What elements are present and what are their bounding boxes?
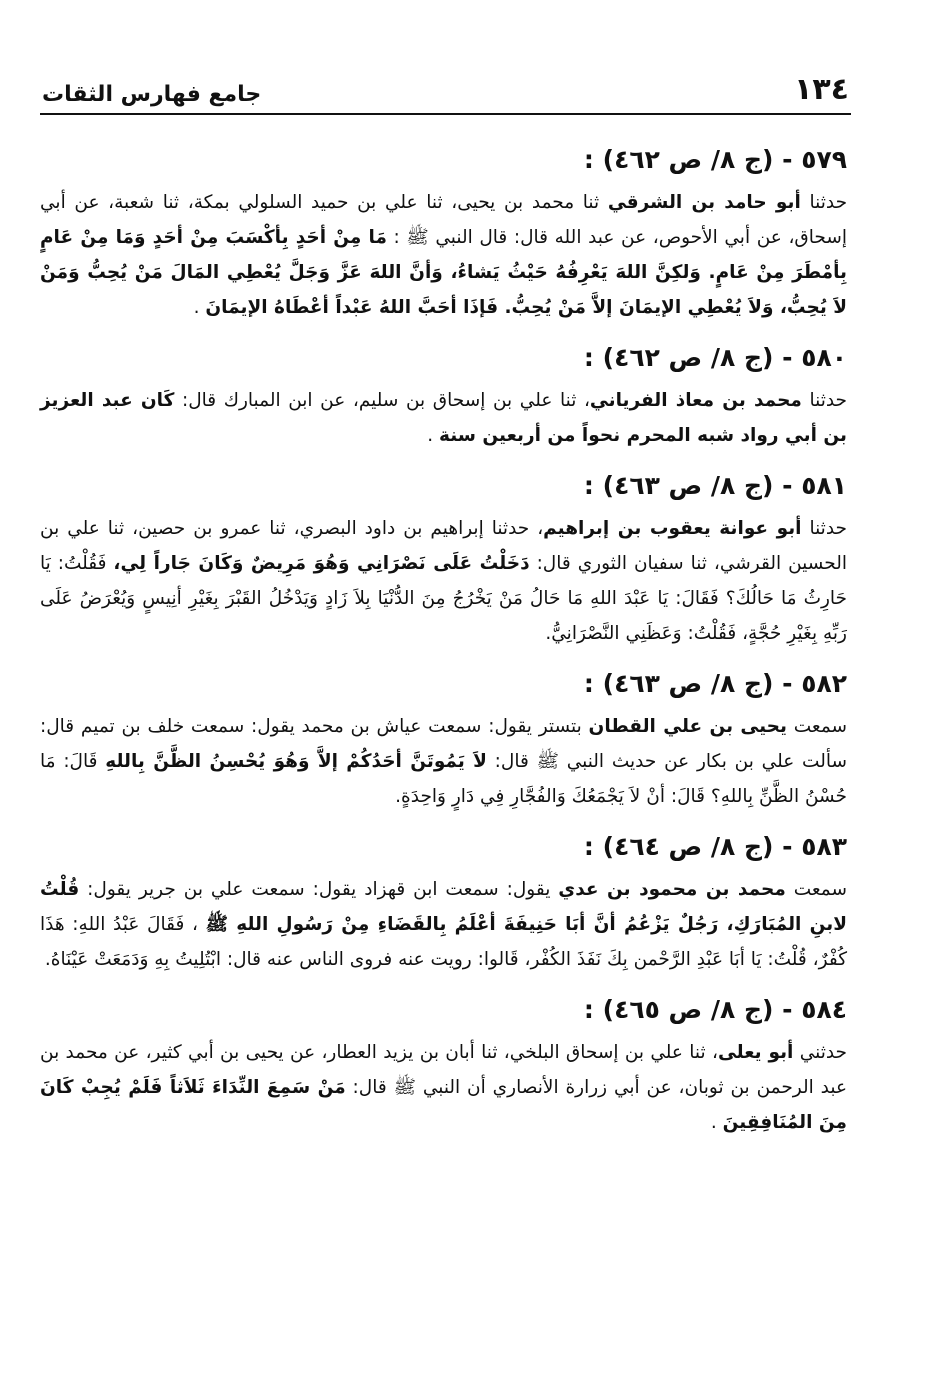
isnad-text: ثنا محمد بن يحيى، ثنا علي بن حميد السلولي بمكة، ثنا شعبة، عن أبي إسحاق، عن أبي الأحوص، عن عبد الله قال: قال النبي ﷺ : bbox=[40, 192, 847, 248]
entry-583 bbox=[40, 828, 847, 977]
entry-tail: . bbox=[193, 297, 206, 318]
hadith-text: مَا مِنْ أحَدٍ بِأكْسَبَ مِنْ أحَدٍ وَمَا مِنْ عَامٍ بِأمْطَرَ مِنْ عَامٍ. وَلكِنَّ اللهَ يَعْرِفُهُ حَيْثُ يَشاءُ، وَأنَّ اللهَ عَزَّ وَجَلَّ يُعْطِي المَالَ مَنْ يُحِبُّ وَمَنْ لاَ يُحِبُّ، وَلاَ يُعْطِي الإيمَانَ إلاَّ مَنْ يُحِبُّ. فَإذَا أحَبَّ اللهُ عَبْداً أعْطَاهُ الإيمَانَ bbox=[40, 227, 847, 318]
narrator-name: أبو حامد بن الشرقي bbox=[607, 192, 801, 213]
entry-580 bbox=[40, 339, 847, 453]
entry-body bbox=[40, 185, 847, 325]
hadith-text: لاَ يَمُوتَنَّ أحَدُكُمْ إلاَّ وَهُوَ يُحْسِنُ الظَّنَّ بِاللهِ bbox=[105, 751, 487, 772]
narrator-name: أبو يعلى bbox=[717, 1042, 794, 1063]
entry-lead: حدثني bbox=[793, 1042, 847, 1063]
entry-body bbox=[40, 511, 847, 651]
isnad-text: بتستر يقول: سمعت عياش بن محمد يقول: سمعت خلف بن تميم قال: سألت علي بن بكار عن حديث النبي ﷺ قال: bbox=[40, 716, 847, 772]
narrator-name: محمد بن محمود بن عدي bbox=[558, 879, 786, 900]
entry-tail: . bbox=[710, 1112, 723, 1133]
entry-tail: فَقُلْتُ: يَا حَارِثُ مَا حَالُكَ؟ فَقَالَ: يَا عَبْدَ اللهِ مَا حَالُ مَنْ يَخْرُجُ مِنَ الدُّنْيَا بِلاَ زَادٍ وَيَدْخُلُ القَبْرَ بِغَيْرِ أنِيسٍ وَيُعْرَضُ عَلَى رَبِّهِ بِغَيْرِ حُجَّةٍ، فَقُلْتُ: وَعَظَنِي النَّصْرَانِيُّ. bbox=[40, 553, 847, 644]
entry-heading: ٥٧٩ - (ج ٨/ ص ٤٦٢) : bbox=[583, 145, 847, 174]
entry-579 bbox=[40, 141, 847, 325]
isnad-text: ، ثنا علي بن إسحاق بن سليم، عن ابن المبارك قال: bbox=[174, 390, 590, 411]
narrator-name: محمد بن معاذ الفرياني bbox=[589, 390, 802, 411]
entry-lead: حدثنا bbox=[800, 192, 848, 213]
hadith-text: كَان عبد العزيز بن أبي رواد شبه المحرم نحواً من أربعين سنة bbox=[40, 390, 847, 446]
isnad-text: يقول: سمعت ابن قهزاد يقول: سمعت علي بن جرير يقول: bbox=[79, 879, 559, 900]
entry-581 bbox=[40, 467, 847, 651]
entry-tail: ، فَقَالَ عَبْدُ اللهِ: هَذَا كُفْرٌ، قُلْتُ: يَا أبَا عَبْدِ الرَّحْمن بِكَ نَفَذَ الكُفْر، قَالوا: رويت عنه فروى الناس عنه قال: ابْتُلِيتُ بِهِ وَدَمَعَتْ عَيْنَاهُ. bbox=[40, 914, 847, 970]
entry-body bbox=[40, 1035, 847, 1140]
entry-heading: ٥٨٤ - (ج ٨/ ص ٤٦٥) : bbox=[583, 995, 847, 1024]
entry-lead: سمعت bbox=[786, 716, 848, 737]
entry-heading: ٥٨١ - (ج ٨/ ص ٤٦٣) : bbox=[583, 471, 847, 500]
entry-body bbox=[40, 872, 847, 977]
entry-lead: سمعت bbox=[785, 879, 847, 900]
hadith-text: مَنْ سَمِعَ النِّدَاءَ ثَلاَثاً فَلَمْ يُجِبْ كَانَ مِنَ المُنَافِقِينَ bbox=[40, 1077, 847, 1133]
entry-lead: حدثنا bbox=[801, 518, 847, 539]
isnad-text: ، حدثنا إبراهيم بن داود البصري، ثنا عمرو بن حصين، ثنا علي بن الحسين القرشي، ثنا سفيان الثوري قال: bbox=[40, 518, 847, 574]
entry-582 bbox=[40, 665, 847, 814]
entry-body bbox=[40, 709, 847, 814]
hadith-text: دَخَلْتُ عَلَى نَصْرَانِي وَهُوَ مَرِيضٌ وَكَانَ جَاراً لِي، bbox=[113, 553, 530, 574]
narrator-name: أبو عوانة يعقوب بن إبراهيم bbox=[543, 518, 802, 539]
entry-body bbox=[40, 383, 847, 453]
entry-heading: ٥٨٣ - (ج ٨/ ص ٤٦٤) : bbox=[583, 832, 847, 861]
hadith-text: قُلْتُ لابنِ المُبَارَكِ، رَجُلٌ يَزْعُمُ أنَّ أبَا حَنِيفَةَ أعْلَمُ بِالقَضَاءِ مِنْ رَسُولِ اللهِ ﷺ bbox=[40, 879, 847, 935]
isnad-text: ، ثنا علي بن إسحاق البلخي، ثنا أبان بن يزيد العطار، عن يحيى بن أبي كثير، عن محمد بن عبد الرحمن بن ثوبان، عن أبي زرارة الأنصاري أن النبي ﷺ قال: bbox=[40, 1042, 847, 1098]
entry-tail: . bbox=[427, 425, 439, 446]
entry-heading: ٥٨٠ - (ج ٨/ ص ٤٦٢) : bbox=[583, 343, 847, 372]
page-number: ١٣٤ bbox=[794, 72, 849, 107]
running-title: جامع فهارس الثقات bbox=[42, 82, 262, 107]
entry-lead: حدثنا bbox=[801, 390, 847, 411]
narrator-name: يحيى بن علي القطان bbox=[588, 716, 787, 737]
entry-heading: ٥٨٢ - (ج ٨/ ص ٤٦٣) : bbox=[583, 669, 847, 698]
entry-tail: قَالَ: مَا حُسْنُ الظَّنِّ بِاللهِ؟ قَالَ: أنْ لاَ يَجْمَعُكَ وَالفُجَّارِ فِي دَارٍ وَاحِدَةٍ. bbox=[40, 751, 847, 807]
page-header bbox=[40, 72, 851, 115]
entry-584 bbox=[40, 991, 847, 1140]
